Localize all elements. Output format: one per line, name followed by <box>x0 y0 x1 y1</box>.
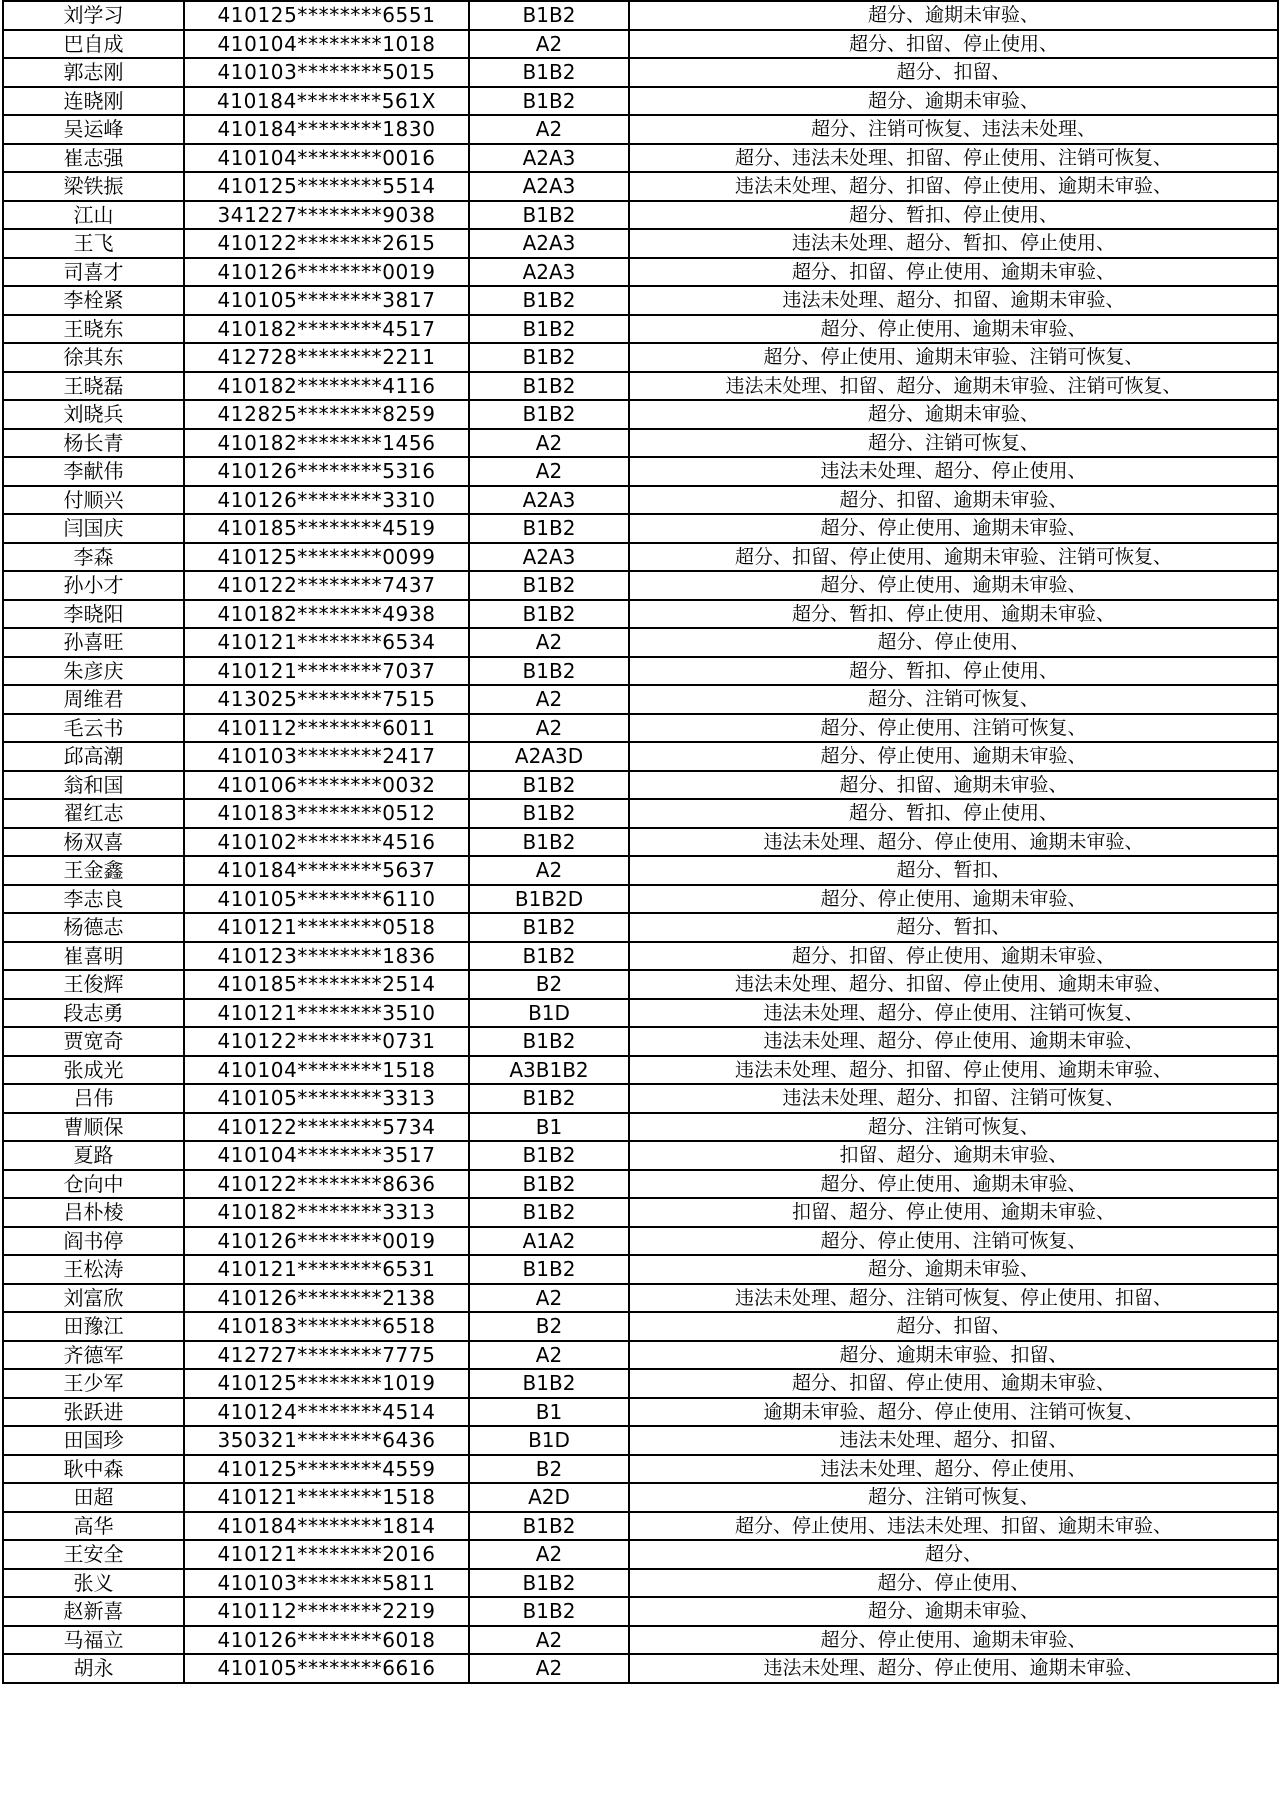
driver-name-cell: 李森 <box>3 543 184 572</box>
status-cell: 超分、扣留、停止使用、 <box>629 30 1278 59</box>
driver-name-cell: 吕朴棱 <box>3 1198 184 1227</box>
status-cell: 超分、扣留、逾期未审验、 <box>629 486 1278 515</box>
status-cell: 超分、停止使用、 <box>629 628 1278 657</box>
driver-name-cell: 王晓磊 <box>3 372 184 401</box>
license-class-cell: B1B2 <box>469 1597 629 1626</box>
id-number-cell: 410126********0019 <box>184 258 469 287</box>
status-cell: 超分、停止使用、逾期未审验、 <box>629 514 1278 543</box>
status-cell: 违法未处理、超分、扣留、注销可恢复、 <box>629 1084 1278 1113</box>
license-class-cell: B1 <box>469 1398 629 1427</box>
driver-name-cell: 张跃进 <box>3 1398 184 1427</box>
table-row <box>3 1084 1278 1113</box>
table-row <box>3 172 1278 201</box>
table-row <box>3 1113 1278 1142</box>
id-number-cell: 410103********5811 <box>184 1569 469 1598</box>
driver-name-cell: 连晓刚 <box>3 87 184 116</box>
driver-name-cell: 田国珍 <box>3 1426 184 1455</box>
license-class-cell: B2 <box>469 1455 629 1484</box>
status-cell: 违法未处理、超分、停止使用、注销可恢复、 <box>629 999 1278 1028</box>
license-class-cell: B1B2 <box>469 571 629 600</box>
status-cell: 违法未处理、超分、暂扣、停止使用、 <box>629 229 1278 258</box>
status-cell: 超分、扣留、 <box>629 1312 1278 1341</box>
status-cell: 扣留、超分、停止使用、逾期未审验、 <box>629 1198 1278 1227</box>
license-class-cell: B1B2 <box>469 1512 629 1541</box>
driver-name-cell: 夏路 <box>3 1141 184 1170</box>
license-class-cell: A2 <box>469 457 629 486</box>
status-cell: 超分、停止使用、注销可恢复、 <box>629 1227 1278 1256</box>
table-row <box>3 144 1278 173</box>
table-row <box>3 343 1278 372</box>
id-number-cell: 412825********8259 <box>184 400 469 429</box>
id-number-cell: 410122********5734 <box>184 1113 469 1142</box>
status-cell: 超分、暂扣、停止使用、 <box>629 201 1278 230</box>
table-row <box>3 657 1278 686</box>
license-class-cell: B1B2 <box>469 514 629 543</box>
id-number-cell: 410183********0512 <box>184 799 469 828</box>
status-cell: 超分、暂扣、 <box>629 913 1278 942</box>
driver-name-cell: 王晓东 <box>3 315 184 344</box>
license-class-cell: B2 <box>469 970 629 999</box>
license-class-cell: B1B2 <box>469 1141 629 1170</box>
id-number-cell: 410123********1836 <box>184 942 469 971</box>
id-number-cell: 413025********7515 <box>184 685 469 714</box>
table-row <box>3 1512 1278 1541</box>
driver-name-cell: 张成光 <box>3 1056 184 1085</box>
id-number-cell: 410126********2138 <box>184 1284 469 1313</box>
table-row <box>3 1569 1278 1598</box>
id-number-cell: 410184********1814 <box>184 1512 469 1541</box>
license-class-cell: B1B2 <box>469 1170 629 1199</box>
driver-name-cell: 孙喜旺 <box>3 628 184 657</box>
license-class-cell: B1B2 <box>469 1369 629 1398</box>
id-number-cell: 410105********6110 <box>184 885 469 914</box>
license-class-cell: B1D <box>469 999 629 1028</box>
driver-name-cell: 翁和国 <box>3 771 184 800</box>
table-row <box>3 1540 1278 1569</box>
status-cell: 超分、停止使用、逾期未审验、 <box>629 315 1278 344</box>
license-class-cell: B1B2D <box>469 885 629 914</box>
driver-name-cell: 王松涛 <box>3 1255 184 1284</box>
table-row <box>3 87 1278 116</box>
license-class-cell: A2 <box>469 856 629 885</box>
driver-name-cell: 曹顺保 <box>3 1113 184 1142</box>
status-cell: 超分、逾期未审验、 <box>629 1597 1278 1626</box>
id-number-cell: 410182********4116 <box>184 372 469 401</box>
license-class-cell: B1B2 <box>469 942 629 971</box>
driver-name-cell: 闫国庆 <box>3 514 184 543</box>
table-row <box>3 372 1278 401</box>
driver-name-cell: 田豫江 <box>3 1312 184 1341</box>
license-class-cell: A2 <box>469 1284 629 1313</box>
status-cell: 超分、扣留、 <box>629 58 1278 87</box>
license-class-cell: A2A3 <box>469 144 629 173</box>
id-number-cell: 410126********0019 <box>184 1227 469 1256</box>
driver-name-cell: 杨长青 <box>3 429 184 458</box>
status-cell: 违法未处理、超分、扣留、停止使用、逾期未审验、 <box>629 172 1278 201</box>
id-number-cell: 410105********3313 <box>184 1084 469 1113</box>
license-class-cell: B1B2 <box>469 286 629 315</box>
license-class-cell: A2 <box>469 714 629 743</box>
id-number-cell: 410106********0032 <box>184 771 469 800</box>
license-class-cell: B1B2 <box>469 1 629 30</box>
id-number-cell: 410121********6531 <box>184 1255 469 1284</box>
license-class-cell: B1D <box>469 1426 629 1455</box>
id-number-cell: 410122********0731 <box>184 1027 469 1056</box>
status-cell: 超分、扣留、停止使用、逾期未审验、 <box>629 258 1278 287</box>
status-cell: 超分、注销可恢复、违法未处理、 <box>629 115 1278 144</box>
table-row <box>3 799 1278 828</box>
driver-name-cell: 翟红志 <box>3 799 184 828</box>
driver-name-cell: 李栓紧 <box>3 286 184 315</box>
status-cell: 违法未处理、超分、停止使用、逾期未审验、 <box>629 1654 1278 1683</box>
driver-name-cell: 刘学习 <box>3 1 184 30</box>
driver-name-cell: 吴运峰 <box>3 115 184 144</box>
driver-name-cell: 王少军 <box>3 1369 184 1398</box>
id-number-cell: 410121********0518 <box>184 913 469 942</box>
license-class-cell: B1B2 <box>469 1027 629 1056</box>
table-row <box>3 685 1278 714</box>
driver-name-cell: 耿中森 <box>3 1455 184 1484</box>
license-class-cell: A2A3 <box>469 229 629 258</box>
driver-name-cell: 徐其东 <box>3 343 184 372</box>
table-row <box>3 1341 1278 1370</box>
id-number-cell: 410103********2417 <box>184 742 469 771</box>
id-number-cell: 341227********9038 <box>184 201 469 230</box>
driver-name-cell: 江山 <box>3 201 184 230</box>
license-class-cell: B1B2 <box>469 600 629 629</box>
status-cell: 超分、停止使用、逾期未审验、 <box>629 1170 1278 1199</box>
status-cell: 超分、违法未处理、扣留、停止使用、注销可恢复、 <box>629 144 1278 173</box>
table-row <box>3 1198 1278 1227</box>
license-class-cell: A1A2 <box>469 1227 629 1256</box>
table-row <box>3 286 1278 315</box>
driver-name-cell: 李晓阳 <box>3 600 184 629</box>
status-cell: 超分、暂扣、 <box>629 856 1278 885</box>
driver-name-cell: 李献伟 <box>3 457 184 486</box>
table-row <box>3 1255 1278 1284</box>
driver-name-cell: 杨双喜 <box>3 828 184 857</box>
driver-name-cell: 杨德志 <box>3 913 184 942</box>
status-cell: 违法未处理、超分、扣留、停止使用、逾期未审验、 <box>629 1056 1278 1085</box>
id-number-cell: 410112********6011 <box>184 714 469 743</box>
status-cell: 超分、 <box>629 1540 1278 1569</box>
license-class-cell: B1B2 <box>469 913 629 942</box>
id-number-cell: 410121********1518 <box>184 1483 469 1512</box>
license-class-cell: B1B2 <box>469 1198 629 1227</box>
table-row <box>3 1284 1278 1313</box>
id-number-cell: 410112********2219 <box>184 1597 469 1626</box>
status-cell: 违法未处理、超分、扣留、 <box>629 1426 1278 1455</box>
driver-name-cell: 阎书停 <box>3 1227 184 1256</box>
license-status-table <box>2 0 1279 1684</box>
driver-name-cell: 胡永 <box>3 1654 184 1683</box>
driver-name-cell: 朱彦庆 <box>3 657 184 686</box>
driver-name-cell: 毛云书 <box>3 714 184 743</box>
driver-name-cell: 贾宽奇 <box>3 1027 184 1056</box>
table-row <box>3 1027 1278 1056</box>
driver-name-cell: 仓向中 <box>3 1170 184 1199</box>
table-row <box>3 1426 1278 1455</box>
table-row <box>3 1 1278 30</box>
driver-name-cell: 张义 <box>3 1569 184 1598</box>
license-class-cell: B2 <box>469 1312 629 1341</box>
id-number-cell: 410122********2615 <box>184 229 469 258</box>
id-number-cell: 410105********3817 <box>184 286 469 315</box>
license-class-cell: A2D <box>469 1483 629 1512</box>
status-cell: 扣留、超分、逾期未审验、 <box>629 1141 1278 1170</box>
driver-name-cell: 司喜才 <box>3 258 184 287</box>
driver-name-cell: 王金鑫 <box>3 856 184 885</box>
driver-name-cell: 王安全 <box>3 1540 184 1569</box>
id-number-cell: 410121********7037 <box>184 657 469 686</box>
table-row <box>3 1170 1278 1199</box>
license-class-cell: B1B2 <box>469 400 629 429</box>
table-row <box>3 1227 1278 1256</box>
table-row <box>3 1483 1278 1512</box>
license-class-cell: A2A3 <box>469 543 629 572</box>
license-class-cell: B1B2 <box>469 343 629 372</box>
status-cell: 超分、注销可恢复、 <box>629 429 1278 458</box>
table-row <box>3 58 1278 87</box>
status-cell: 违法未处理、超分、停止使用、逾期未审验、 <box>629 828 1278 857</box>
id-number-cell: 410126********5316 <box>184 457 469 486</box>
license-class-cell: B1B2 <box>469 58 629 87</box>
status-cell: 超分、逾期未审验、扣留、 <box>629 1341 1278 1370</box>
status-cell: 超分、停止使用、逾期未审验、 <box>629 571 1278 600</box>
id-number-cell: 410125********1019 <box>184 1369 469 1398</box>
id-number-cell: 350321********6436 <box>184 1426 469 1455</box>
id-number-cell: 410125********5514 <box>184 172 469 201</box>
id-number-cell: 410124********4514 <box>184 1398 469 1427</box>
id-number-cell: 410126********6018 <box>184 1626 469 1655</box>
driver-name-cell: 王俊辉 <box>3 970 184 999</box>
status-cell: 超分、暂扣、停止使用、 <box>629 657 1278 686</box>
id-number-cell: 410185********4519 <box>184 514 469 543</box>
id-number-cell: 410185********2514 <box>184 970 469 999</box>
id-number-cell: 410126********3310 <box>184 486 469 515</box>
id-number-cell: 410182********3313 <box>184 1198 469 1227</box>
id-number-cell: 410125********0099 <box>184 543 469 572</box>
id-number-cell: 410121********6534 <box>184 628 469 657</box>
license-class-cell: B1B2 <box>469 828 629 857</box>
id-number-cell: 410104********0016 <box>184 144 469 173</box>
table-row <box>3 115 1278 144</box>
status-cell: 超分、停止使用、逾期未审验、 <box>629 742 1278 771</box>
id-number-cell: 410184********561X <box>184 87 469 116</box>
table-row <box>3 1369 1278 1398</box>
table-row <box>3 429 1278 458</box>
table-row <box>3 856 1278 885</box>
license-class-cell: A2A3D <box>469 742 629 771</box>
id-number-cell: 410121********2016 <box>184 1540 469 1569</box>
license-class-cell: A2 <box>469 685 629 714</box>
license-class-cell: A2 <box>469 1341 629 1370</box>
status-cell: 超分、停止使用、逾期未审验、 <box>629 1626 1278 1655</box>
table-row <box>3 571 1278 600</box>
table-row <box>3 942 1278 971</box>
id-number-cell: 410122********7437 <box>184 571 469 600</box>
license-class-cell: B1B2 <box>469 771 629 800</box>
driver-name-cell: 付顺兴 <box>3 486 184 515</box>
status-cell: 违法未处理、超分、停止使用、 <box>629 1455 1278 1484</box>
id-number-cell: 410125********4559 <box>184 1455 469 1484</box>
status-cell: 超分、停止使用、 <box>629 1569 1278 1598</box>
driver-name-cell: 齐德军 <box>3 1341 184 1370</box>
driver-name-cell: 巴自成 <box>3 30 184 59</box>
table-row <box>3 543 1278 572</box>
table-row <box>3 457 1278 486</box>
license-class-cell: A2 <box>469 1626 629 1655</box>
table-row <box>3 1597 1278 1626</box>
license-class-cell: B1B2 <box>469 1255 629 1284</box>
status-cell: 违法未处理、超分、停止使用、逾期未审验、 <box>629 1027 1278 1056</box>
license-class-cell: A2A3 <box>469 258 629 287</box>
id-number-cell: 410105********6616 <box>184 1654 469 1683</box>
status-cell: 超分、扣留、停止使用、逾期未审验、 <box>629 1369 1278 1398</box>
driver-name-cell: 周维君 <box>3 685 184 714</box>
status-cell: 违法未处理、超分、扣留、停止使用、逾期未审验、 <box>629 970 1278 999</box>
table-row <box>3 514 1278 543</box>
driver-name-cell: 高华 <box>3 1512 184 1541</box>
license-class-cell: B1B2 <box>469 657 629 686</box>
table-row <box>3 315 1278 344</box>
table-body <box>3 1 1278 1683</box>
status-cell: 超分、逾期未审验、 <box>629 1255 1278 1284</box>
license-class-cell: B1B2 <box>469 87 629 116</box>
table-row <box>3 828 1278 857</box>
driver-name-cell: 崔喜明 <box>3 942 184 971</box>
table-row <box>3 201 1278 230</box>
license-class-cell: A2 <box>469 115 629 144</box>
license-class-cell: A2 <box>469 429 629 458</box>
table-row <box>3 628 1278 657</box>
driver-name-cell: 崔志强 <box>3 144 184 173</box>
status-cell: 超分、注销可恢复、 <box>629 685 1278 714</box>
status-cell: 超分、逾期未审验、 <box>629 400 1278 429</box>
table-row <box>3 258 1278 287</box>
id-number-cell: 410183********6518 <box>184 1312 469 1341</box>
driver-name-cell: 李志良 <box>3 885 184 914</box>
table-row <box>3 885 1278 914</box>
table-row <box>3 1056 1278 1085</box>
status-cell: 超分、扣留、逾期未审验、 <box>629 771 1278 800</box>
driver-name-cell: 刘富欣 <box>3 1284 184 1313</box>
table-row <box>3 600 1278 629</box>
driver-name-cell: 孙小才 <box>3 571 184 600</box>
id-number-cell: 412728********2211 <box>184 343 469 372</box>
id-number-cell: 410102********4516 <box>184 828 469 857</box>
license-class-cell: B1B2 <box>469 372 629 401</box>
license-class-cell: B1 <box>469 1113 629 1142</box>
driver-name-cell: 赵新喜 <box>3 1597 184 1626</box>
table-row <box>3 913 1278 942</box>
status-cell: 超分、扣留、停止使用、逾期未审验、注销可恢复、 <box>629 543 1278 572</box>
table-row <box>3 400 1278 429</box>
driver-name-cell: 田超 <box>3 1483 184 1512</box>
table-row <box>3 1654 1278 1683</box>
id-number-cell: 410103********5015 <box>184 58 469 87</box>
table-row <box>3 742 1278 771</box>
id-number-cell: 412727********7775 <box>184 1341 469 1370</box>
id-number-cell: 410184********1830 <box>184 115 469 144</box>
status-cell: 超分、停止使用、注销可恢复、 <box>629 714 1278 743</box>
driver-name-cell: 梁铁振 <box>3 172 184 201</box>
license-class-cell: B1B2 <box>469 1569 629 1598</box>
table-row <box>3 1312 1278 1341</box>
status-cell: 违法未处理、超分、注销可恢复、停止使用、扣留、 <box>629 1284 1278 1313</box>
driver-name-cell: 刘晓兵 <box>3 400 184 429</box>
table-row <box>3 229 1278 258</box>
id-number-cell: 410104********1018 <box>184 30 469 59</box>
table-row <box>3 999 1278 1028</box>
license-class-cell: B1B2 <box>469 1084 629 1113</box>
license-class-cell: B1B2 <box>469 799 629 828</box>
status-cell: 超分、停止使用、违法未处理、扣留、逾期未审验、 <box>629 1512 1278 1541</box>
id-number-cell: 410184********5637 <box>184 856 469 885</box>
status-cell: 违法未处理、超分、停止使用、 <box>629 457 1278 486</box>
driver-name-cell: 王飞 <box>3 229 184 258</box>
driver-name-cell: 马福立 <box>3 1626 184 1655</box>
table-row <box>3 1455 1278 1484</box>
table-row <box>3 1398 1278 1427</box>
driver-name-cell: 吕伟 <box>3 1084 184 1113</box>
id-number-cell: 410182********4938 <box>184 600 469 629</box>
id-number-cell: 410182********4517 <box>184 315 469 344</box>
id-number-cell: 410104********1518 <box>184 1056 469 1085</box>
status-cell: 逾期未审验、超分、停止使用、注销可恢复、 <box>629 1398 1278 1427</box>
status-cell: 超分、注销可恢复、 <box>629 1483 1278 1512</box>
license-class-cell: B1B2 <box>469 201 629 230</box>
table-row <box>3 486 1278 515</box>
id-number-cell: 410104********3517 <box>184 1141 469 1170</box>
driver-name-cell: 邱高潮 <box>3 742 184 771</box>
status-cell: 超分、逾期未审验、 <box>629 1 1278 30</box>
table-row <box>3 771 1278 800</box>
status-cell: 超分、扣留、停止使用、逾期未审验、 <box>629 942 1278 971</box>
id-number-cell: 410182********1456 <box>184 429 469 458</box>
status-cell: 违法未处理、扣留、超分、逾期未审验、注销可恢复、 <box>629 372 1278 401</box>
status-cell: 超分、停止使用、逾期未审验、 <box>629 885 1278 914</box>
status-cell: 超分、注销可恢复、 <box>629 1113 1278 1142</box>
status-cell: 超分、暂扣、停止使用、逾期未审验、 <box>629 600 1278 629</box>
table-row <box>3 714 1278 743</box>
license-class-cell: A3B1B2 <box>469 1056 629 1085</box>
license-class-cell: A2A3 <box>469 172 629 201</box>
license-class-cell: A2 <box>469 30 629 59</box>
table-row <box>3 1626 1278 1655</box>
license-class-cell: A2 <box>469 1654 629 1683</box>
status-cell: 超分、停止使用、逾期未审验、注销可恢复、 <box>629 343 1278 372</box>
id-number-cell: 410122********8636 <box>184 1170 469 1199</box>
license-class-cell: A2 <box>469 1540 629 1569</box>
driver-name-cell: 段志勇 <box>3 999 184 1028</box>
driver-name-cell: 郭志刚 <box>3 58 184 87</box>
table-row <box>3 30 1278 59</box>
status-cell: 超分、逾期未审验、 <box>629 87 1278 116</box>
table-row <box>3 970 1278 999</box>
license-class-cell: A2 <box>469 628 629 657</box>
license-class-cell: A2A3 <box>469 486 629 515</box>
status-cell: 违法未处理、超分、扣留、逾期未审验、 <box>629 286 1278 315</box>
id-number-cell: 410125********6551 <box>184 1 469 30</box>
table-row <box>3 1141 1278 1170</box>
license-class-cell: B1B2 <box>469 315 629 344</box>
status-cell: 超分、暂扣、停止使用、 <box>629 799 1278 828</box>
id-number-cell: 410121********3510 <box>184 999 469 1028</box>
